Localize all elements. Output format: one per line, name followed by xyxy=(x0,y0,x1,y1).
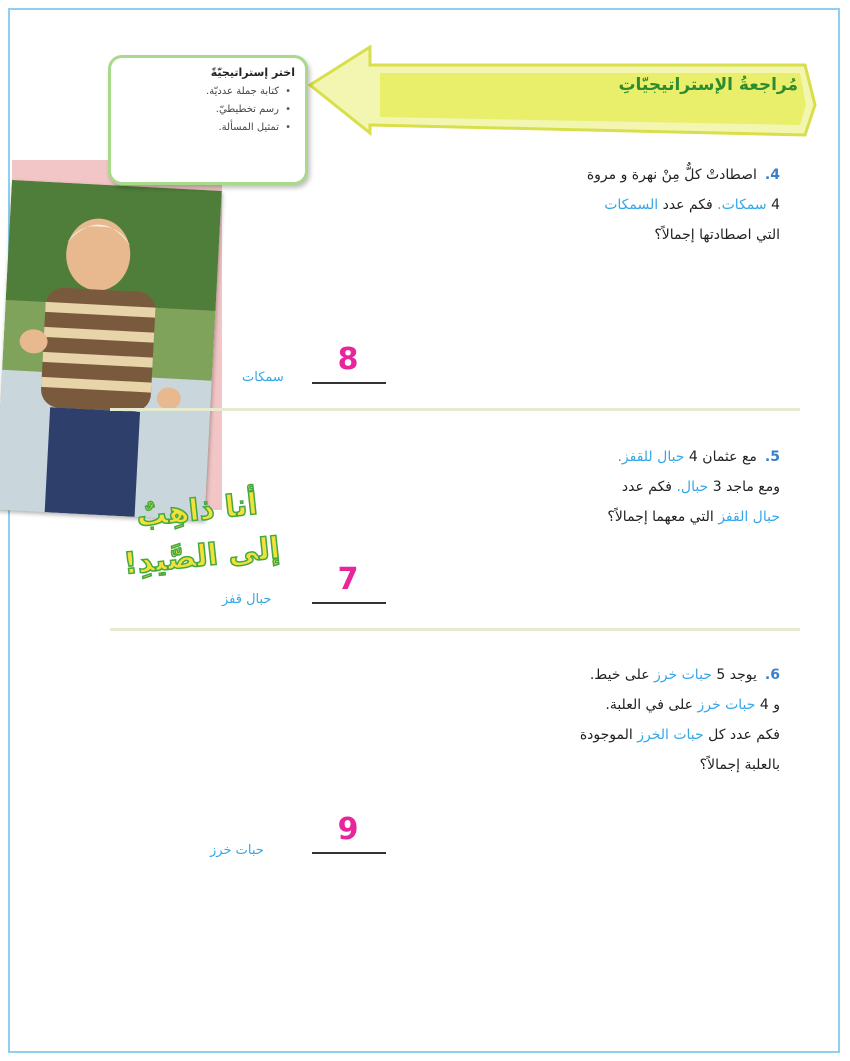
highlight-term: سمكات. xyxy=(717,197,767,213)
slogan xyxy=(108,479,292,589)
question-number: 4. xyxy=(764,167,780,183)
question-text: على خيط. xyxy=(589,667,650,683)
answer-line xyxy=(312,602,386,604)
question-5 xyxy=(607,442,780,532)
question-number: 6. xyxy=(764,667,780,683)
question-text: فكم عدد كل xyxy=(708,727,780,743)
highlight-term: حبات الخرز xyxy=(637,727,704,743)
strategy-item: • كتابة جملة عدديّة. xyxy=(121,86,279,97)
question-text: مع عثمان 4 xyxy=(688,449,757,465)
highlight-term: حبات خرز xyxy=(654,667,712,683)
question-text: التي اصطادتها إجمالاً؟ xyxy=(654,227,780,243)
strategy-box xyxy=(108,55,308,185)
highlight-term: حبات خرز xyxy=(697,697,756,713)
question-text: فكم عدد xyxy=(621,479,672,495)
strategy-list xyxy=(121,86,295,133)
highlight-term: حبال للقفز. xyxy=(617,449,685,465)
question-text: فكم عدد xyxy=(662,197,713,213)
question-text: 4 xyxy=(771,197,780,213)
strategy-item: • تمثيل المسألة. xyxy=(121,122,279,133)
question-text: على في العلبة. xyxy=(605,697,694,713)
answer-value: 8 xyxy=(337,342,359,377)
question-text: بالعلبة إجمالاً؟ xyxy=(699,757,780,773)
section-divider xyxy=(110,408,800,411)
highlight-term: حبال. xyxy=(676,479,709,495)
answer-line xyxy=(312,382,386,384)
strategy-box-title: اختر إستراتيجيّةً xyxy=(210,66,295,79)
answer-unit: حبات خرز xyxy=(210,843,264,858)
answer-value: 9 xyxy=(337,812,359,847)
question-text: اصطادتْ كلٌّ مِنْ نهرة و مروة xyxy=(586,167,757,183)
section-divider xyxy=(110,628,800,631)
highlight-term: السمكات xyxy=(604,197,659,213)
question-4 xyxy=(587,160,780,250)
question-text: يوجد 5 xyxy=(716,667,757,683)
slogan-line: إلى الصَّيدِ! xyxy=(122,530,282,582)
answer-line xyxy=(312,852,386,854)
question-text: الموجودة xyxy=(579,727,633,743)
highlight-term: حبال القفز xyxy=(718,509,780,525)
question-text: التي معهما إجمالاً؟ xyxy=(607,509,714,525)
slogan-line: أنا ذاهِبٌ xyxy=(134,486,260,535)
banner-title: مُراجعةُ الإستراتيجيّاتِ xyxy=(618,75,798,95)
boy-photo xyxy=(0,180,222,521)
question-number: 5. xyxy=(764,449,780,465)
strategy-item: • رسم تخطيطيّ. xyxy=(121,104,279,115)
question-text: ومع ماجد 3 xyxy=(712,479,780,495)
answer-unit: حبال قفز xyxy=(222,592,272,607)
answer-value: 7 xyxy=(337,562,359,597)
question-text: و 4 xyxy=(759,697,780,713)
answer-unit: سمكات xyxy=(242,370,284,385)
question-6 xyxy=(580,660,780,780)
